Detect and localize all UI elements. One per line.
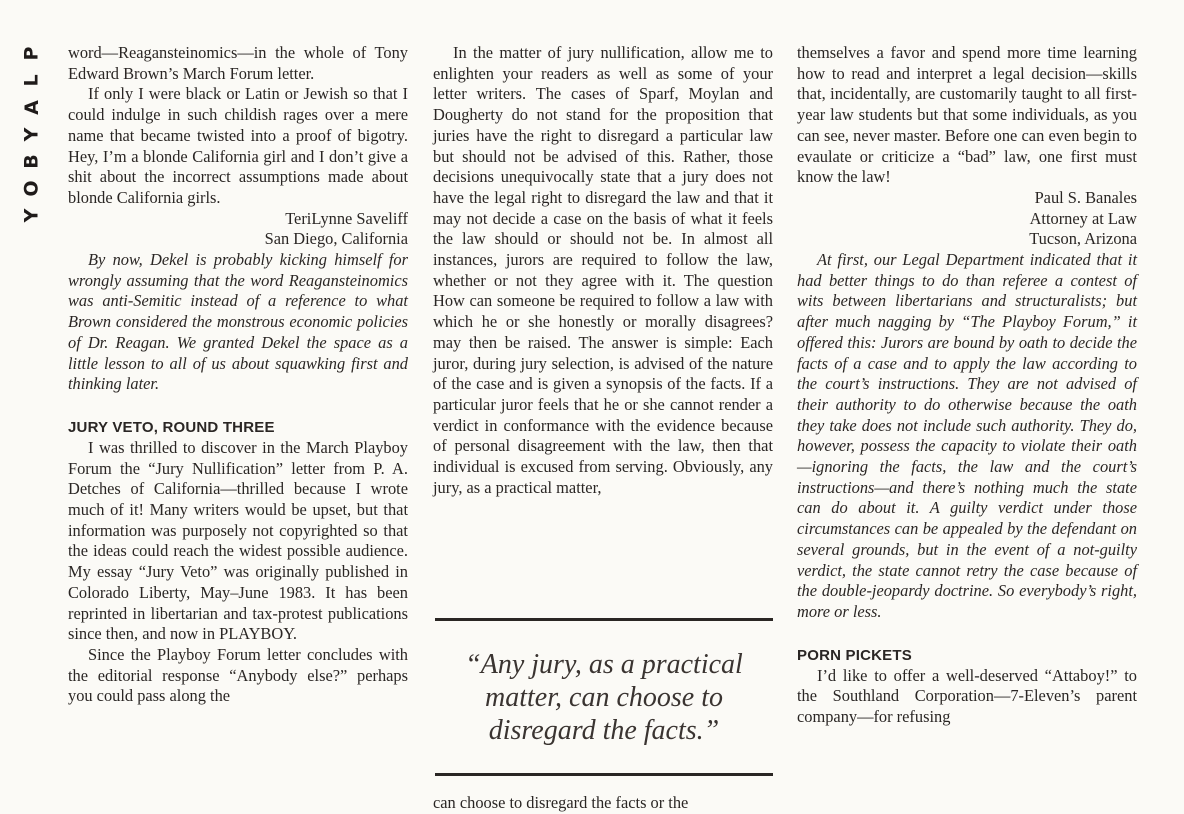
paragraph: I was thrilled to discover in the March Playboy Forum the “Jury Nullification” letter from P. A. Detches of California—thrilled because I wrote much of it! Many writers would be upset, but that information was purposely not copyrighted so that the ideas could reach the widest possible audience. My essay “Jury Veto” was originally published in Colorado Liberty, May–June 1983. It has been reprinted in libertarian and tax-protest publications since then, and now in PLAYBOY.: [68, 437, 408, 644]
running-head-letter: A: [20, 100, 43, 115]
running-head: [14, 40, 50, 229]
running-head-letter: O: [20, 180, 43, 197]
section-heading: PORN PICKETS: [797, 646, 912, 664]
paragraph: In the matter of jury nullification, allow me to enlighten your readers as well as some of your letter writers. The cases of Sparf, Moylan and Dougherty do not stand for the proposition that juries have the right to disregard a particular law but should not be advised of this. Rather, those decisions unequivocally state that a jury does not have the legal right to disregard the law and that it may not decide a case on the basis of what it feels the law should or should not be. In almost all instances, jurors are required to follow the law, whether or not they agree with it. The question How can someone be required to follow a law with which he or she honestly or morally disagrees? may then be raised. The answer is simple: Each juror, during jury selection, is advised of the nature of the case and is given a synopsis of the facts. If a particular juror feels that he or she cannot render a verdict in conformance with the evidence because of personal disagreement with the law, then that individual is excused from serving. Obviously, any jury, as a practical matter,: [433, 43, 773, 497]
pull-quote: [435, 618, 773, 776]
pull-quote-text: “Any jury, as a practical matter, can choose to disregard the facts.”: [465, 648, 743, 746]
running-head-letter: P: [20, 46, 43, 61]
paragraph: Since the Playboy Forum letter concludes with the editorial response “Anybody else?” perhaps you could pass along the: [68, 644, 408, 706]
paragraph: If only I were black or Latin or Jewish so that I could indulge in such childish rages over a mere name that became twisted into a proof of bigotry. Hey, I’m a blonde California girl and I don’t give a shit about the incorrect assumptions made about blonde California girls.: [68, 84, 408, 207]
running-head-letter: B: [20, 154, 43, 169]
editor-note: By now, Dekel is probably kicking himself for wrongly assuming that the word Reagansteinomics was anti-Semitic instead of a reference to what Brown considered the monstrous economic policies of Dr. Reagan. We granted Dekel the space as a little lesson to all of us about squawking first and thinking later.: [68, 250, 408, 394]
column-middle: [433, 43, 773, 498]
running-head-letter: L: [20, 74, 43, 87]
editor-response: [68, 250, 408, 395]
column-right: [797, 43, 1137, 728]
signature-place: Tucson, Arizona: [1029, 229, 1137, 249]
running-head-letter: Y: [20, 127, 43, 142]
signature-title: Attorney at Law: [1029, 208, 1137, 228]
paragraph: word—Reagansteinomics—in the whole of Tony Edward Brown’s March Forum letter.: [68, 43, 408, 83]
running-head-letter: Y: [20, 208, 43, 223]
signature-name: Paul S. Banales: [1034, 187, 1137, 207]
signature-place: San Diego, California: [264, 229, 408, 249]
signature-name: TeriLynne Saveliff: [285, 208, 408, 228]
paragraph: can choose to disregard the facts or the: [433, 793, 689, 812]
section-heading: JURY VETO, ROUND THREE: [68, 418, 275, 436]
paragraph: themselves a favor and spend more time learning how to read and interpret a legal decision—skills that, incidentally, are customarily taught to all first-year law students but that some individuals, as you can see, never master. Before one can even begin to evaulate or criticize a “bad” law, one first must know the law!: [797, 43, 1137, 187]
editor-response: [797, 250, 1137, 623]
paragraph: I’d like to offer a well-deserved “Attaboy!” to the Southland Corporation—7-Eleven’s parent company—for refusing: [797, 665, 1137, 727]
column-left: [68, 43, 408, 707]
editor-note: At first, our Legal Department indicated that it had better things to do than referee a contest of wits between libertarians and structuralists; but after much nagging by “The Playboy Forum,” it offered this: Jurors are bound by oath to decide the facts of a case and to apply the law according to the court’s instructions. They are not advised of their authority to do otherwise because the oath they take does not include such authority. They do, however, possess the capacity to violate their oath—ignoring the facts, the law and the court’s instructions—and there’s nothing much the state can do about it. A guilty verdict under those circumstances can be appealed by the defendant on several grounds, but in the event of a not-guilty verdict, the state cannot retry the case because of the double-jeopardy doctrine. So everybody’s right, more or less.: [797, 250, 1137, 621]
